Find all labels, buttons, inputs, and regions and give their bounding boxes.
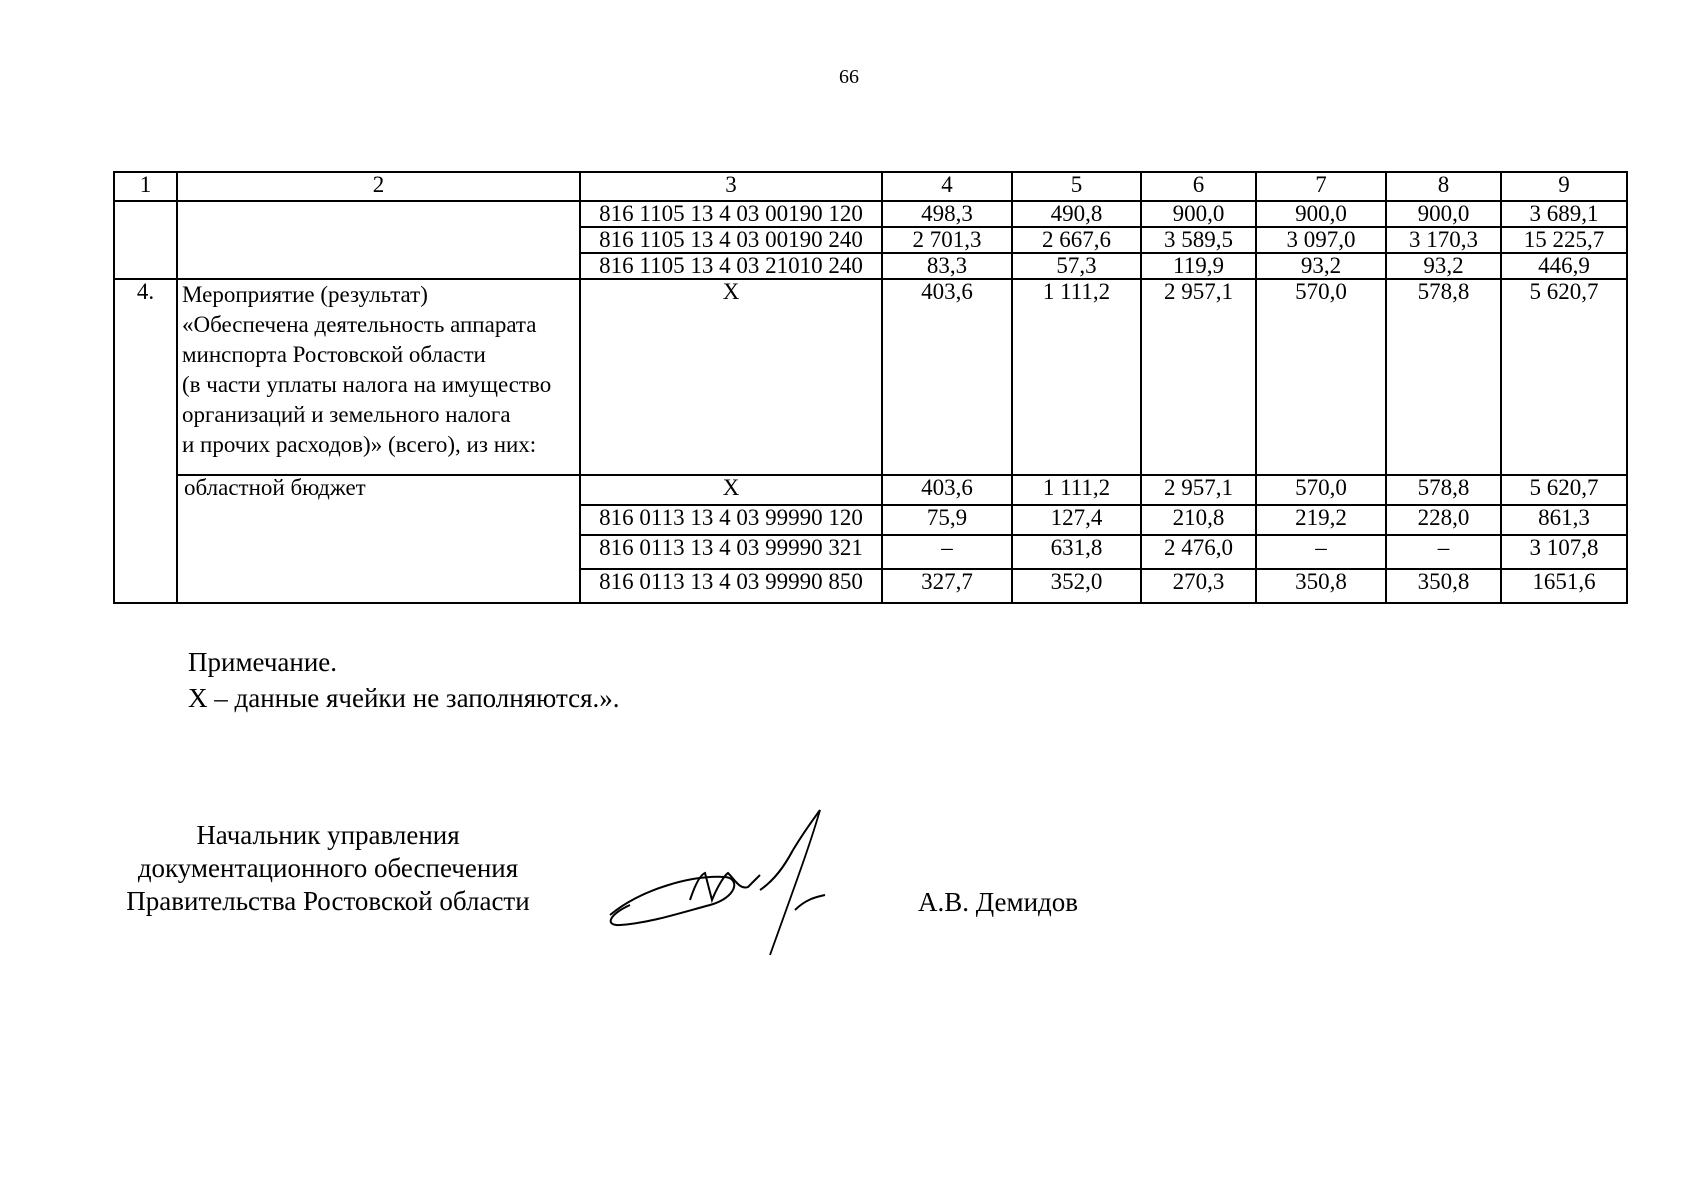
header-cell: 7 [1256,172,1386,201]
handwritten-signature [600,805,900,965]
description-line: «Обеспечена деятельность аппарата [182,312,537,337]
value-cell: 578,8 [1386,475,1501,505]
value-cell: 490,8 [1012,201,1141,227]
description-line: организаций и земельного налога [182,402,511,427]
description-line: Мероприятие (результат) [182,282,428,307]
value-cell: 900,0 [1386,201,1501,227]
value-cell: 403,6 [882,475,1012,505]
value-cell: 1 111,2 [1012,475,1141,505]
value-cell: 2 667,6 [1012,227,1141,253]
position-line: документационного обеспечения [137,853,519,883]
value-cell: 15 225,7 [1501,227,1627,253]
value-cell: 352,0 [1012,569,1141,603]
value-cell: 270,3 [1141,569,1256,603]
value-cell: 2 476,0 [1141,535,1256,569]
value-cell: – [1386,535,1501,569]
value-cell: 350,8 [1256,569,1386,603]
header-cell: 6 [1141,172,1256,201]
note-title: Примечание. [188,647,338,677]
item-number: 4. [114,279,177,603]
budget-code-cell: 816 0113 13 4 03 99990 321 [580,535,882,569]
value-cell: 3 589,5 [1141,227,1256,253]
note-block [188,644,620,716]
signatory-position [108,819,548,918]
budget-code-cell: 816 1105 13 4 03 00190 240 [580,227,882,253]
value-cell: 5 620,7 [1501,279,1627,475]
empty-cell [177,201,580,279]
budget-code-cell: 816 1105 13 4 03 21010 240 [580,253,882,279]
description-line: и прочих расходов)» (всего), из них: [182,432,537,457]
header-cell: 3 [580,172,882,201]
position-line: Правительства Ростовской области [126,886,530,916]
value-cell: 446,9 [1501,253,1627,279]
value-cell: 327,7 [882,569,1012,603]
value-cell: 2 957,1 [1141,475,1256,505]
value-cell: 127,4 [1012,505,1141,535]
table-header-row [114,172,1627,201]
value-cell: 498,3 [882,201,1012,227]
header-cell: 4 [882,172,1012,201]
value-cell: 578,8 [1386,279,1501,475]
value-cell: 1651,6 [1501,569,1627,603]
empty-cell [114,201,177,279]
description-line: минспорта Ростовской области [182,342,486,367]
budget-code-cell: 816 0113 13 4 03 99990 850 [580,569,882,603]
value-cell: – [1256,535,1386,569]
table-row [114,201,1627,227]
budget-table [113,171,1628,604]
signatory-name: А.В. Демидов [918,887,1079,917]
value-cell: 570,0 [1256,279,1386,475]
table-row-regional-budget [114,475,1627,505]
value-cell: 403,6 [882,279,1012,475]
budget-code-cell: 816 1105 13 4 03 00190 120 [580,201,882,227]
value-cell: 5 620,7 [1501,475,1627,505]
value-cell: 228,0 [1386,505,1501,535]
header-cell: 5 [1012,172,1141,201]
value-cell: 900,0 [1256,201,1386,227]
value-cell: 219,2 [1256,505,1386,535]
header-cell: 2 [177,172,580,201]
value-cell: 93,2 [1256,253,1386,279]
value-cell: 631,8 [1012,535,1141,569]
value-cell: 210,8 [1141,505,1256,535]
table-row-item-4 [114,279,1627,475]
page-number: 66 [839,66,859,88]
header-cell: 8 [1386,172,1501,201]
value-cell: 57,3 [1012,253,1141,279]
value-cell: 83,3 [882,253,1012,279]
value-cell: 3 689,1 [1501,201,1627,227]
description-line: (в части уплаты налога на имущество [182,372,552,397]
value-cell: 119,9 [1141,253,1256,279]
header-cell: 9 [1501,172,1627,201]
value-cell: 350,8 [1386,569,1501,603]
value-cell: 1 111,2 [1012,279,1141,475]
regional-budget-label: областной бюджет [177,475,580,603]
value-cell: 2 701,3 [882,227,1012,253]
value-cell: 3 170,3 [1386,227,1501,253]
budget-code-cell: X [580,279,882,475]
header-cell: 1 [114,172,177,201]
budget-code-cell: 816 0113 13 4 03 99990 120 [580,505,882,535]
value-cell: – [882,535,1012,569]
value-cell: 75,9 [882,505,1012,535]
value-cell: 861,3 [1501,505,1627,535]
value-cell: 900,0 [1141,201,1256,227]
value-cell: 93,2 [1386,253,1501,279]
budget-code-cell: X [580,475,882,505]
value-cell: 3 107,8 [1501,535,1627,569]
note-text: Х – данные ячейки не заполняются.». [188,683,620,713]
item-description [177,279,580,475]
position-line: Начальник управления [196,820,460,850]
value-cell: 3 097,0 [1256,227,1386,253]
value-cell: 570,0 [1256,475,1386,505]
value-cell: 2 957,1 [1141,279,1256,475]
